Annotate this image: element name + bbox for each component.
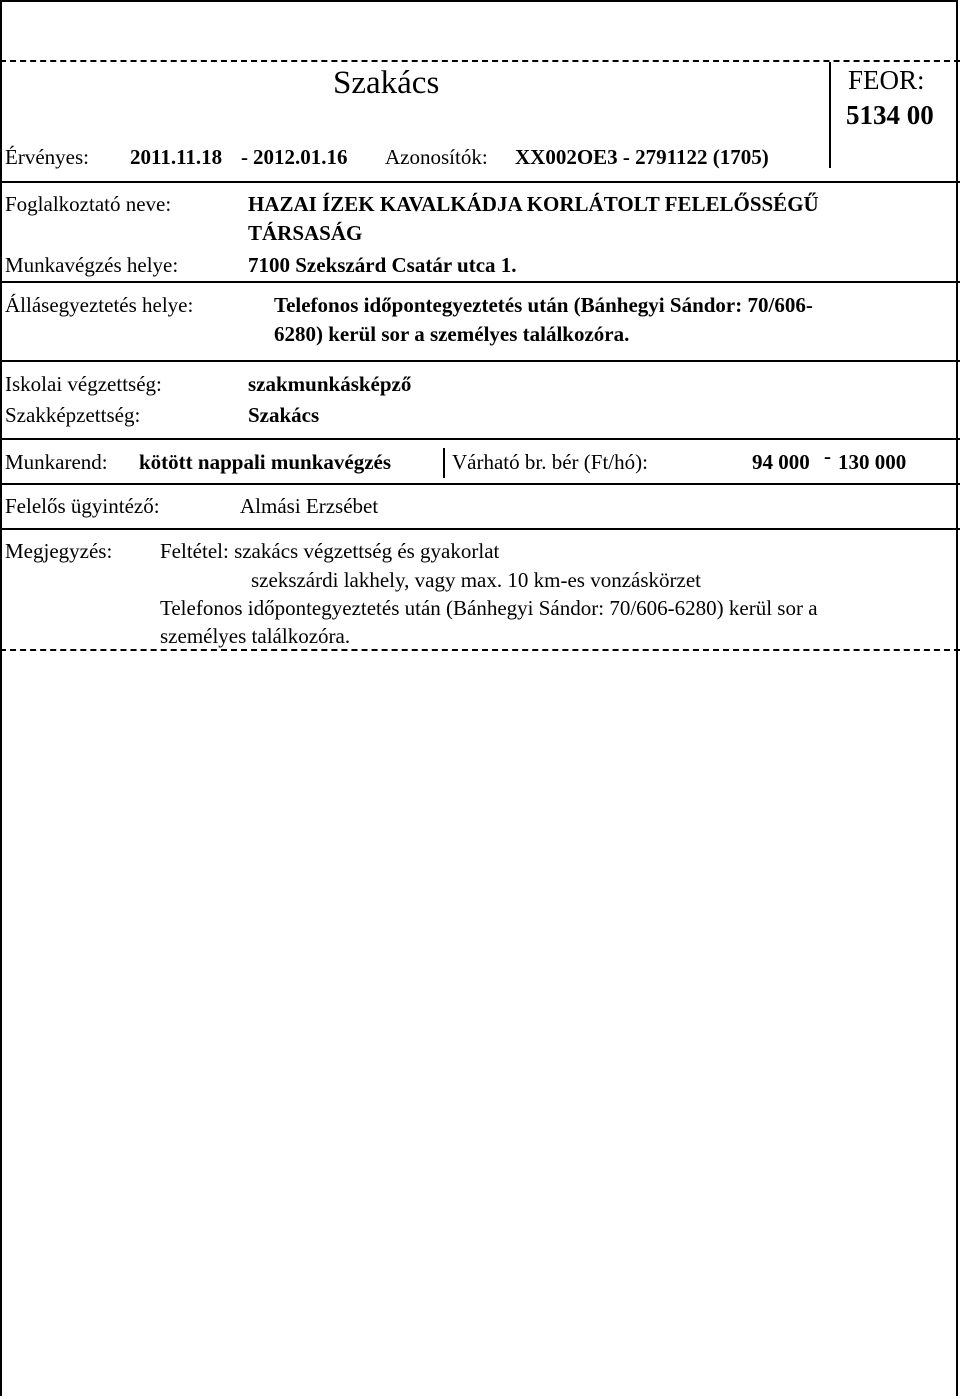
schedule-divider	[443, 448, 445, 478]
top-dashed-divider	[0, 60, 960, 62]
valid-to: 2012.01.16	[253, 145, 348, 169]
school-label: Iskolai végzettség:	[5, 372, 162, 396]
notes-line1: Feltétel: szakács végzettség és gyakorlat	[160, 539, 500, 563]
qualification-label: Szakképzettség:	[5, 403, 141, 427]
divider	[0, 281, 960, 283]
employer-name-line1: HAZAI ÍZEK KAVALKÁDJA KORLÁTOLT FELELŐSSÉGŰ	[248, 192, 819, 216]
school-value: szakmunkásképző	[248, 372, 412, 396]
divider	[0, 360, 960, 362]
workplace-label: Munkavégzés helye:	[5, 253, 179, 277]
ids-label: Azonosítók:	[385, 145, 488, 169]
notes-line4: személyes találkozóra.	[160, 624, 351, 648]
page-title: Szakács	[333, 65, 440, 101]
divider	[0, 483, 960, 485]
employer-label: Foglalkoztató neve:	[5, 192, 172, 216]
contact-value: Almási Erzsébet	[240, 494, 379, 518]
employer-name-line2: TÁRSASÁG	[248, 221, 363, 245]
divider	[0, 528, 960, 530]
wage-max: 130 000	[838, 450, 907, 474]
schedule-label: Munkarend:	[5, 450, 108, 474]
interview-label: Állásegyeztetés helye:	[5, 293, 194, 317]
workplace-value: 7100 Szekszárd Csatár utca 1.	[248, 253, 517, 277]
wage-min: 94 000	[752, 450, 810, 474]
wage-separator: -	[824, 444, 831, 468]
bottom-dashed-divider	[0, 649, 960, 651]
valid-label: Érvényes:	[5, 145, 89, 169]
contact-label: Felelős ügyintéző:	[5, 494, 160, 518]
notes-line3: Telefonos időpontegyeztetés után (Bánhegyi Sándor: 70/606-6280) kerül sor a	[160, 596, 818, 620]
feor-code: 5134 00	[846, 100, 934, 130]
divider	[0, 181, 960, 183]
notes-label: Megjegyzés:	[5, 539, 113, 563]
ids-value: XX002OE3 - 2791122 (1705)	[515, 145, 769, 169]
notes-line2: szekszárdi lakhely, vagy max. 10 km-es vonzáskörzet	[251, 568, 701, 592]
feor-label: FEOR:	[848, 65, 925, 95]
interview-line1: Telefonos időpontegyeztetés után (Bánhegyi Sándor: 70/606-	[274, 293, 813, 317]
schedule-value: kötött nappali munkavégzés	[139, 450, 392, 474]
wage-label: Várható br. bér (Ft/hó):	[452, 450, 648, 474]
feor-box-divider	[829, 62, 831, 168]
divider	[0, 438, 960, 440]
qualification-value: Szakács	[248, 403, 320, 427]
valid-from: 2011.11.18	[130, 145, 223, 169]
interview-line2: 6280) kerül sor a személyes találkozóra.	[274, 322, 630, 346]
valid-separator: -	[241, 145, 248, 169]
